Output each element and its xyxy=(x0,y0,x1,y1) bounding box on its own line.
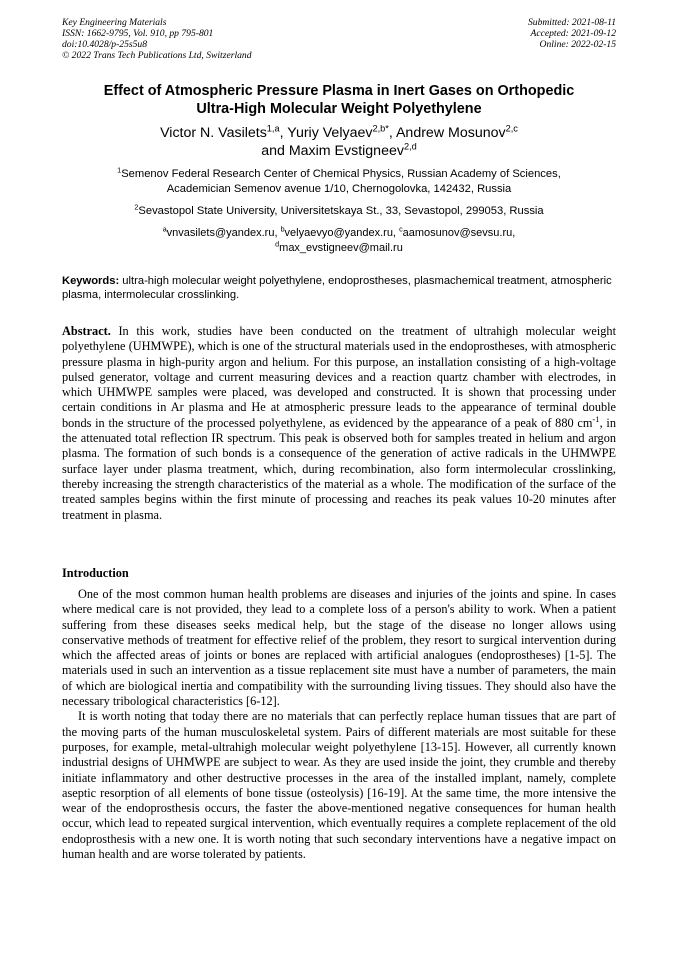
author-emails xyxy=(62,226,616,256)
journal-copyright: © 2022 Trans Tech Publications Ltd, Switzerland xyxy=(62,50,252,61)
title-line-1: Effect of Atmospheric Pressure Plasma in Inert Gases on Orthopedic xyxy=(103,83,575,99)
abstract-text: In this work, studies have been conducted on the treatment of ultrahigh molecular weight polyethylene (UHMWPE), which is one of the structural materials used in the endoprostheses, with atmospheric pressure plasma in high-purity argon and helium. For this purpose, an installation consisting of a high-voltage pulsed generator, voltage and current measuring devices and a reaction quartz chamber with electrodes, in which UHMWPE samples were placed, was developed and constructed. It is shown that processing under certain conditions in Ar plasma and He at atmospheric pressure leads to the appearance of terminal double bonds in the structure of the processed polyethylene, as evidenced by the appearance of a peak of 880 cm xyxy=(62,324,616,430)
abstract-label: Abstract. xyxy=(62,324,111,338)
email-link[interactable]: vnvasilets@yandex.ru, xyxy=(166,227,281,239)
keywords xyxy=(62,274,616,302)
author-affiliation-mark: 2,d xyxy=(403,141,417,152)
paragraph: It is worth noting that today there are no materials that can perfectly replace human tissues that are part of the moving parts of the human musculoskeletal system. Pairs of different materials are most suitable for these purposes, for example, metal-ultrahigh molecular weight polyethylene [13-15]. However, all currently known industrial designs of UHMWPE are subject to wear. As they are used inside the joint, they crumble and thereby initiate inflammatory and other destructive processes in the area of the installed implant, namely, complete aseptic resorption of all elements of bone tissue (osteolysis) [16-19]. At the same time, the more intensive the wear of the endoprosthesis occurs, the faster the above-mentioned negative consequences for human health occur, which lead to repeated surgical intervention, which eventually requires a complete replacement of the old endoprosthesis with a new one. It is worth noting that such secondary interventions have a negative impact on human health and are worse tolerated by patients. xyxy=(62,709,616,862)
keywords-text: ultra-high molecular weight polyethylene, endoprostheses, plasmachemical treatment, atmospheric plasma, intermolecular crosslinking. xyxy=(62,275,612,301)
submitted-date: Submitted: 2021-08-11 xyxy=(527,17,616,28)
emails-line-2 xyxy=(62,241,616,256)
section-heading-introduction: Introduction xyxy=(62,566,129,580)
title-line-2: Ultra-High Molecular Weight Polyethylene xyxy=(196,101,482,117)
email-link[interactable]: max_evstigneev@mail.ru xyxy=(279,242,403,254)
affiliation-1 xyxy=(62,167,616,197)
author-name: Yuriy Velyaev xyxy=(287,125,373,141)
abstract xyxy=(62,324,616,523)
email-mark: b xyxy=(280,225,285,234)
author-name: Victor N. Vasilets xyxy=(160,125,267,141)
publication-dates xyxy=(528,17,616,50)
author-affiliation-mark: 1,a xyxy=(266,123,280,134)
author-line-2 xyxy=(62,142,616,160)
author-affiliation-mark: 2,c xyxy=(505,123,518,134)
abstract-text-continued: , in the attenuated total reflection IR spectrum. This peak is observed both for samples treated in helium and argon plasma. The formation of such bonds is a consequence of the generation of active radicals in the UHMWPE surface layer under plasma treatment, which, during recombination, also form intermolecular crosslinking, thereby increasing the strength characteristics of the material as a whole. The modification of the surface of the treated samples begins within the first minute of processing and reaches its peak values 10-20 minutes after treatment in plasma. xyxy=(62,415,616,522)
affiliation-1-line-2: Academician Semenov avenue 1/10, Chernogolovka, 142432, Russia xyxy=(166,183,512,195)
keywords-label: Keywords: xyxy=(62,275,120,287)
email-mark: c xyxy=(399,225,403,234)
author-affiliation-mark: 2,b* xyxy=(372,123,389,134)
affiliation-1-line-1 xyxy=(62,167,616,182)
author-name: Maxim Evstigneev xyxy=(288,143,404,159)
affiliation-mark: 2 xyxy=(134,202,139,212)
journal-doi: doi:10.4028/p-25s5u8 xyxy=(62,39,148,50)
author-line-1 xyxy=(62,124,616,142)
author-conjunction: and xyxy=(261,143,289,159)
abstract-superscript: -1 xyxy=(592,413,600,424)
affiliation-mark: 1 xyxy=(117,165,122,175)
emails-line-1 xyxy=(62,226,616,241)
online-date: Online: 2022-02-15 xyxy=(539,39,616,50)
email-link[interactable]: aamosunov@sevsu.ru, xyxy=(402,227,516,239)
email-link[interactable]: velyaevyo@yandex.ru, xyxy=(284,227,400,239)
email-mark: a xyxy=(162,225,167,234)
introduction-body xyxy=(62,587,616,862)
journal-name: Key Engineering Materials xyxy=(62,17,167,28)
author-separator: , xyxy=(388,125,396,141)
accepted-date: Accepted: 2021-09-12 xyxy=(530,28,616,39)
author-list xyxy=(62,124,616,160)
author-name: Andrew Mosunov xyxy=(395,125,506,141)
email-mark: d xyxy=(275,240,280,249)
journal-info xyxy=(62,17,252,61)
affiliation-text: Semenov Federal Research Center of Chemical Physics, Russian Academy of Sciences, xyxy=(121,168,561,180)
paper-title xyxy=(62,82,616,118)
affiliation-text: Sevastopol State University, Universitetskaya St., 33, Sevastopol, 299053, Russia xyxy=(138,205,544,217)
journal-issn: ISSN: 1662-9795, Vol. 910, pp 795-801 xyxy=(62,28,214,39)
affiliation-2 xyxy=(62,204,616,219)
paragraph: One of the most common human health problems are diseases and injuries of the joints and spine. In cases where medical care is not provided, they lead to a complete loss of a person's ability to work. When a patient suffering from these diseases seeks medical help, but the stage of the disease no longer allows using conservative methods of treatment for effective relief of the problem, they resort to surgical intervention during which the affected areas of joints or bones are replaced with artificial analogues (endoprostheses) [1-5]. The materials used in such an intervention as a tissue replacement site must have a number of parameters, the main of which are biological inertia and compatibility with the surrounding living tissues. They should also have the necessary tribological characteristics [6-12]. xyxy=(62,587,616,709)
author-separator: , xyxy=(279,125,288,141)
